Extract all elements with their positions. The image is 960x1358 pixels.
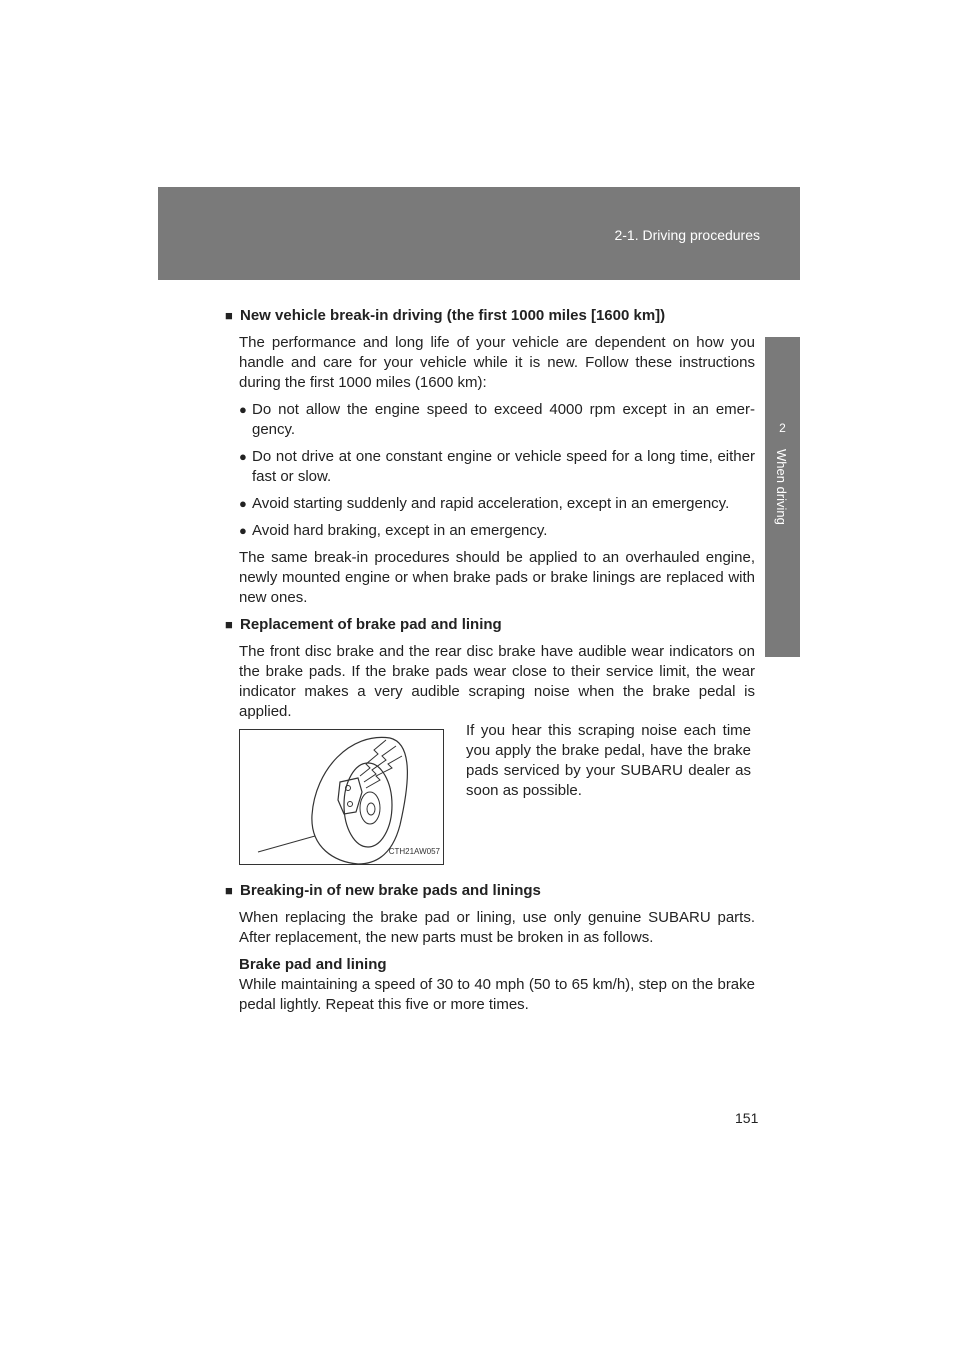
list-item — [239, 400, 755, 440]
replacement-text: The front disc brake and the rear disc brake have audible wear indicators on the brake pads. If the brake pads wear close to their service limit, the wear indicator makes a very audible scraping noise when the brake pedal is applied. — [239, 643, 755, 720]
figure-code: CTH21AW057 — [388, 847, 440, 856]
break-in-outro: The same break-in procedures should be applied to an overhauled engine, newly mounted engine or when brake pads or brake linings are replaced with new ones. — [239, 549, 755, 606]
list-item-text: Do not allow the engine speed to exceed 4000 rpm except in an emer- gency. — [252, 401, 755, 438]
chapter-tab — [765, 337, 800, 657]
section-heading-breaking-in — [225, 881, 755, 901]
heading-text: Replacement of brake pad and lining — [240, 616, 502, 633]
section-heading-replacement — [225, 615, 755, 635]
breaking-in-subtext: While maintaining a speed of 30 to 40 mph (50 to 65 km/h), step on the brake pedal lightly. Repeat this five or more times. — [239, 976, 755, 1013]
heading-text: Breaking-in of new brake pads and linings — [240, 882, 541, 899]
bullet-icon: ● — [239, 496, 247, 511]
header-band — [158, 187, 800, 280]
section-heading-break-in — [225, 306, 755, 326]
figure-caption-text: If you hear this scraping noise each time you apply the brake pedal, have the brake pads serviced by your SUBARU dealer as soon as possible. — [466, 722, 751, 799]
list-item-text: Do not drive at one constant engine or vehicle speed for a long time, either fast or slow. — [252, 448, 755, 485]
break-in-intro: The performance and long life of your vehicle are dependent on how you handle and care for your vehicle while it is new. Follow these instructions during the first 1000 miles (1600 km): — [239, 334, 755, 391]
chapter-number: 2 — [779, 421, 786, 435]
subheading-brake-pad: Brake pad and lining — [239, 956, 387, 973]
square-bullet-icon: ■ — [225, 308, 233, 323]
section-title: 2-1. Driving procedures — [614, 227, 760, 243]
page-number: 151 — [735, 1110, 759, 1126]
brake-disc-illustration — [239, 729, 444, 865]
breaking-in-text: When replacing the brake pad or lining, use only genuine SUBARU parts. After replacement, the new parts must be broken in as follows. — [239, 909, 755, 946]
list-item — [239, 521, 755, 541]
bullet-icon: ● — [239, 402, 247, 417]
list-item-text: Avoid starting suddenly and rapid acceleration, except in an emergency. — [252, 495, 730, 512]
list-item-text: Avoid hard braking, except in an emergency. — [252, 522, 548, 539]
list-item — [239, 447, 755, 487]
bullet-icon: ● — [239, 449, 247, 464]
bullet-icon: ● — [239, 523, 247, 538]
page-content — [225, 306, 755, 1022]
figure-row — [239, 722, 755, 869]
heading-text: New vehicle break-in driving (the first 1000 miles [1600 km]) — [240, 307, 666, 324]
square-bullet-icon: ■ — [225, 617, 233, 632]
list-item — [239, 494, 755, 514]
chapter-title: When driving — [774, 449, 789, 525]
square-bullet-icon: ■ — [225, 883, 233, 898]
